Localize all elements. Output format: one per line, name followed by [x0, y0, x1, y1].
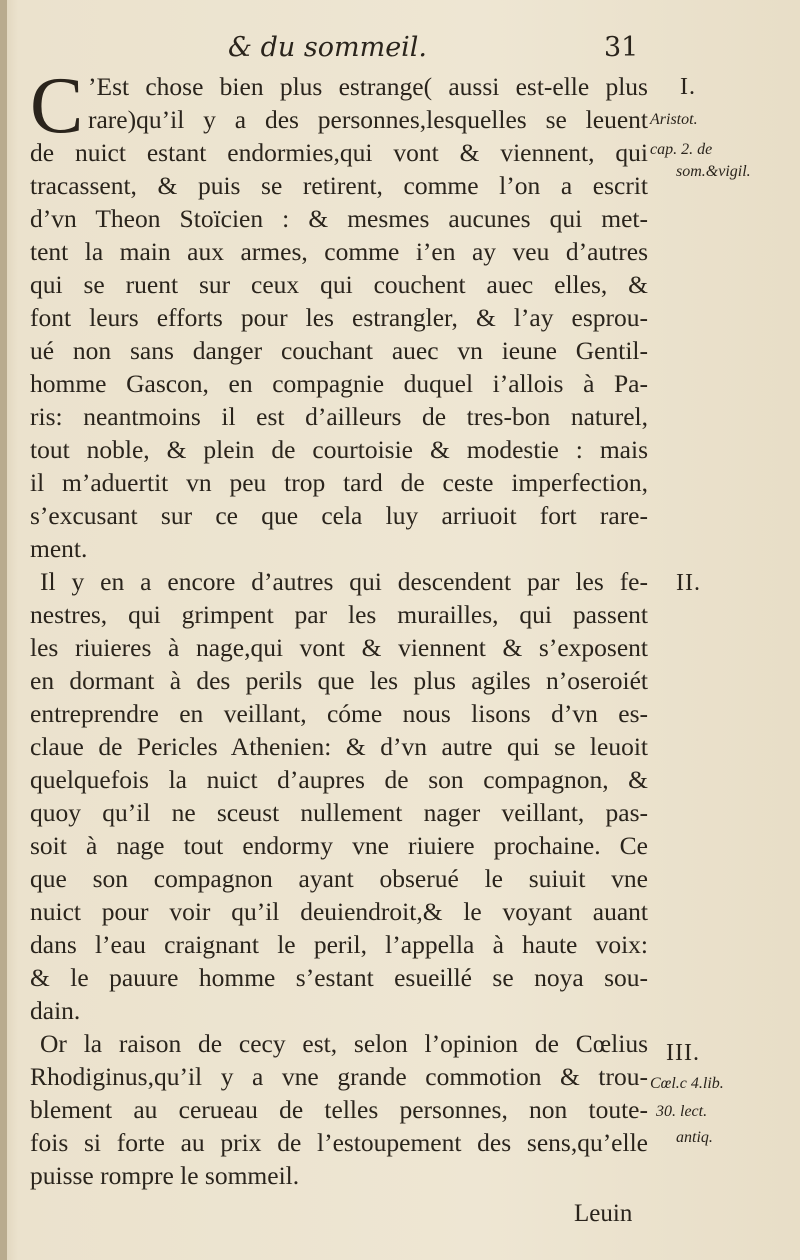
text-line: ué non sans danger couchant auec vn ieune Gentil- — [30, 336, 648, 365]
text-line: entreprendre en veillant, cóme nous lisons d’vn es- — [30, 699, 648, 728]
margin-reference: Cœl.c 4.lib. — [650, 1075, 724, 1092]
text-line: Il y en a encore d’autres qui descendent par les fe- — [40, 567, 648, 596]
text-line: tracassent, & puis se retirent, comme l’on a escrit — [30, 171, 648, 200]
text-line: quelquefois la nuict d’aupres de son compagnon, & — [30, 765, 648, 794]
text-line: de nuict estant endormies,qui vont & viennent, qui — [30, 138, 648, 167]
section-number-2: II. — [676, 570, 701, 596]
text-line: rare)qu’il y a des personnes,lesquelles se leuent — [88, 105, 648, 134]
text-line: claue de Pericles Athenien: & d’vn autre qui se leuoit — [30, 732, 648, 761]
text-line: tout noble, & plein de courtoisie & modestie : mais — [30, 435, 648, 464]
text-line: les riuieres à nage,qui vont & viennent & s’exposent — [30, 633, 648, 662]
section-number-3: III. — [666, 1040, 700, 1066]
text-line: nuict pour voir qu’il deuiendroit,& le voyant auant — [30, 897, 648, 926]
page-edge — [0, 0, 7, 1260]
running-head: & du sommeil. — [228, 32, 428, 63]
text-line: en dormant à des perils que les plus agiles n’oseroiét — [30, 666, 648, 695]
main-text — [30, 62, 648, 1192]
text-line: & le pauure homme s’estant esueillé se noya sou- — [30, 963, 648, 992]
text-line: d’vn Theon Stoïcien : & mesmes aucunes qui met- — [30, 204, 648, 233]
text-line: puisse rompre le sommeil. — [30, 1161, 300, 1190]
text-line: dain. — [30, 996, 81, 1025]
text-line: nestres, qui grimpent par les murailles, qui passent — [30, 600, 648, 629]
catchword: Leuin — [574, 1200, 633, 1227]
text-line: quoy qu’il ne sceust nullement nager veillant, pas- — [30, 798, 648, 827]
text-line: dans l’eau craignant le peril, l’appella à haute voix: — [30, 930, 648, 959]
margin-reference: Aristot. — [650, 111, 698, 128]
section-number-1: I. — [680, 74, 696, 100]
text-line: il m’aduertit vn peu trop tard de ceste imperfection, — [30, 468, 648, 497]
text-line: homme Gascon, en compagnie duquel i’allois à Pa- — [30, 369, 648, 398]
text-line: ment. — [30, 534, 88, 563]
text-line: s’excusant sur ce que cela luy arriuoit fort rare- — [30, 501, 648, 530]
margin-reference: 30. lect. — [656, 1103, 708, 1120]
text-line: que son compagnon ayant obserué le suiuit vne — [30, 864, 648, 893]
text-line: ’Est chose bien plus estrange( aussi est-elle plus — [88, 72, 648, 101]
text-line: font leurs efforts pour les estrangler, & l’ay esprou- — [30, 303, 648, 332]
text-line: tent la main aux armes, comme i’en ay veu d’autres — [30, 237, 648, 266]
margin-reference: som.&vigil. — [676, 163, 751, 180]
drop-capital: C — [30, 62, 84, 150]
page-number: 31 — [604, 32, 639, 63]
text-line: soit à nage tout endormy vne riuiere prochaine. Ce — [30, 831, 648, 860]
margin-reference: cap. 2. de — [650, 141, 713, 158]
text-line: fois si forte au prix de l’estoupement des sens,qu’elle — [30, 1128, 648, 1157]
margin-reference: antiq. — [676, 1129, 713, 1146]
text-line: Rhodiginus,qu’il y a vne grande commotion & trou- — [30, 1062, 648, 1091]
text-line: ris: neantmoins il est d’ailleurs de tres-bon naturel, — [30, 402, 648, 431]
text-line: Or la raison de cecy est, selon l’opinion de Cœlius — [40, 1029, 648, 1058]
text-line: blement au cerueau de telles personnes, non toute- — [30, 1095, 648, 1124]
page-header — [0, 28, 800, 68]
text-line: qui se ruent sur ceux qui couchent auec elles, & — [30, 270, 648, 299]
